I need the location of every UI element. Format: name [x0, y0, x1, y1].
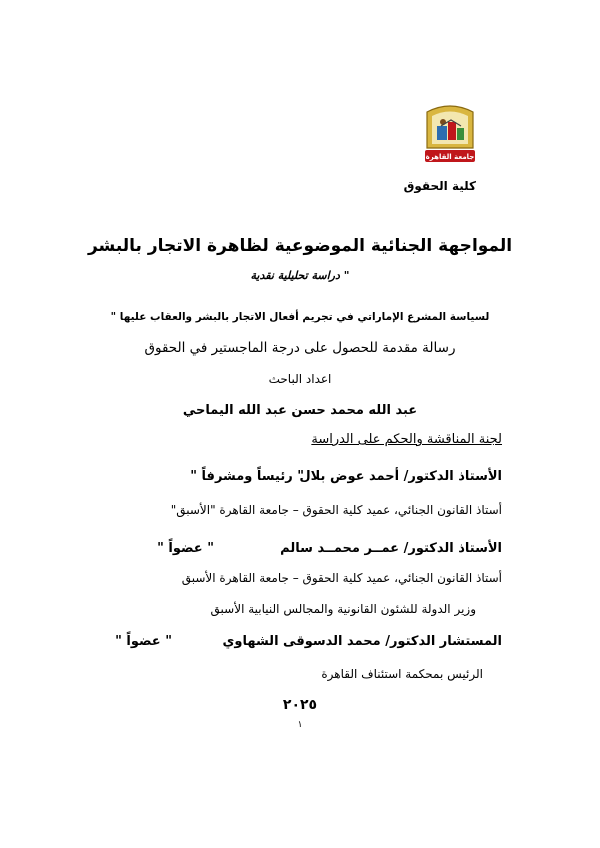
page-number: ١: [297, 720, 303, 730]
committee-member-description: الرئيس بمحكمة استئناف القاهرة: [321, 667, 483, 681]
committee-member-name: الأستاذ الدكتور/ أحمد عوض بلال: [299, 469, 502, 484]
committee-member-role: " رئيساً ومشرفاً ": [190, 469, 304, 484]
committee-member-name: الأستاذ الدكتور/ عمــر محمــد سالم: [280, 541, 502, 556]
thesis-subtitle-1: " دراسة تحليلية نقدية: [250, 269, 350, 282]
publication-year: ٢٠٢٥: [282, 697, 318, 713]
committee-member-role: " عضواً ": [115, 634, 172, 649]
cairo-university-logo: [417, 104, 483, 166]
committee-member-name: المستشار الدكتور/ محمد الدسوقى الشهاوي: [222, 634, 502, 649]
faculty-name: كلية الحقوق: [403, 179, 476, 193]
committee-heading: لجنة المناقشة والحكم على الدراسة: [311, 432, 502, 447]
prepared-by-label: اعداد الباحث: [268, 372, 332, 386]
committee-member-description: وزير الدولة للشئون القانونية والمجالس النيابية الأسبق: [210, 602, 476, 616]
committee-member-description: أستاذ القانون الجنائي، عميد كلية الحقوق – جامعة القاهرة الأسبق: [181, 571, 502, 585]
svg-text:جامعة القاهرة: جامعة القاهرة: [425, 153, 475, 161]
researcher-name: عبد الله محمد حسن عبد الله اليماحي: [182, 403, 418, 418]
thesis-subtitle-2: لسياسة المشرع الإماراتي في تجريم أفعال الاتجار بالبشر والعقاب عليها ": [110, 311, 490, 323]
committee-member-role: " عضواً ": [157, 541, 214, 556]
thesis-title: المواجهة الجنائية الموضوعية لظاهرة الاتجار بالبشر: [87, 236, 513, 256]
thesis-purpose: رسالة مقدمة للحصول على درجة الماجستير في الحقوق: [144, 340, 456, 356]
committee-member-description: أستاذ القانون الجنائي، عميد كلية الحقوق – جامعة القاهرة "الأسبق": [170, 503, 502, 517]
